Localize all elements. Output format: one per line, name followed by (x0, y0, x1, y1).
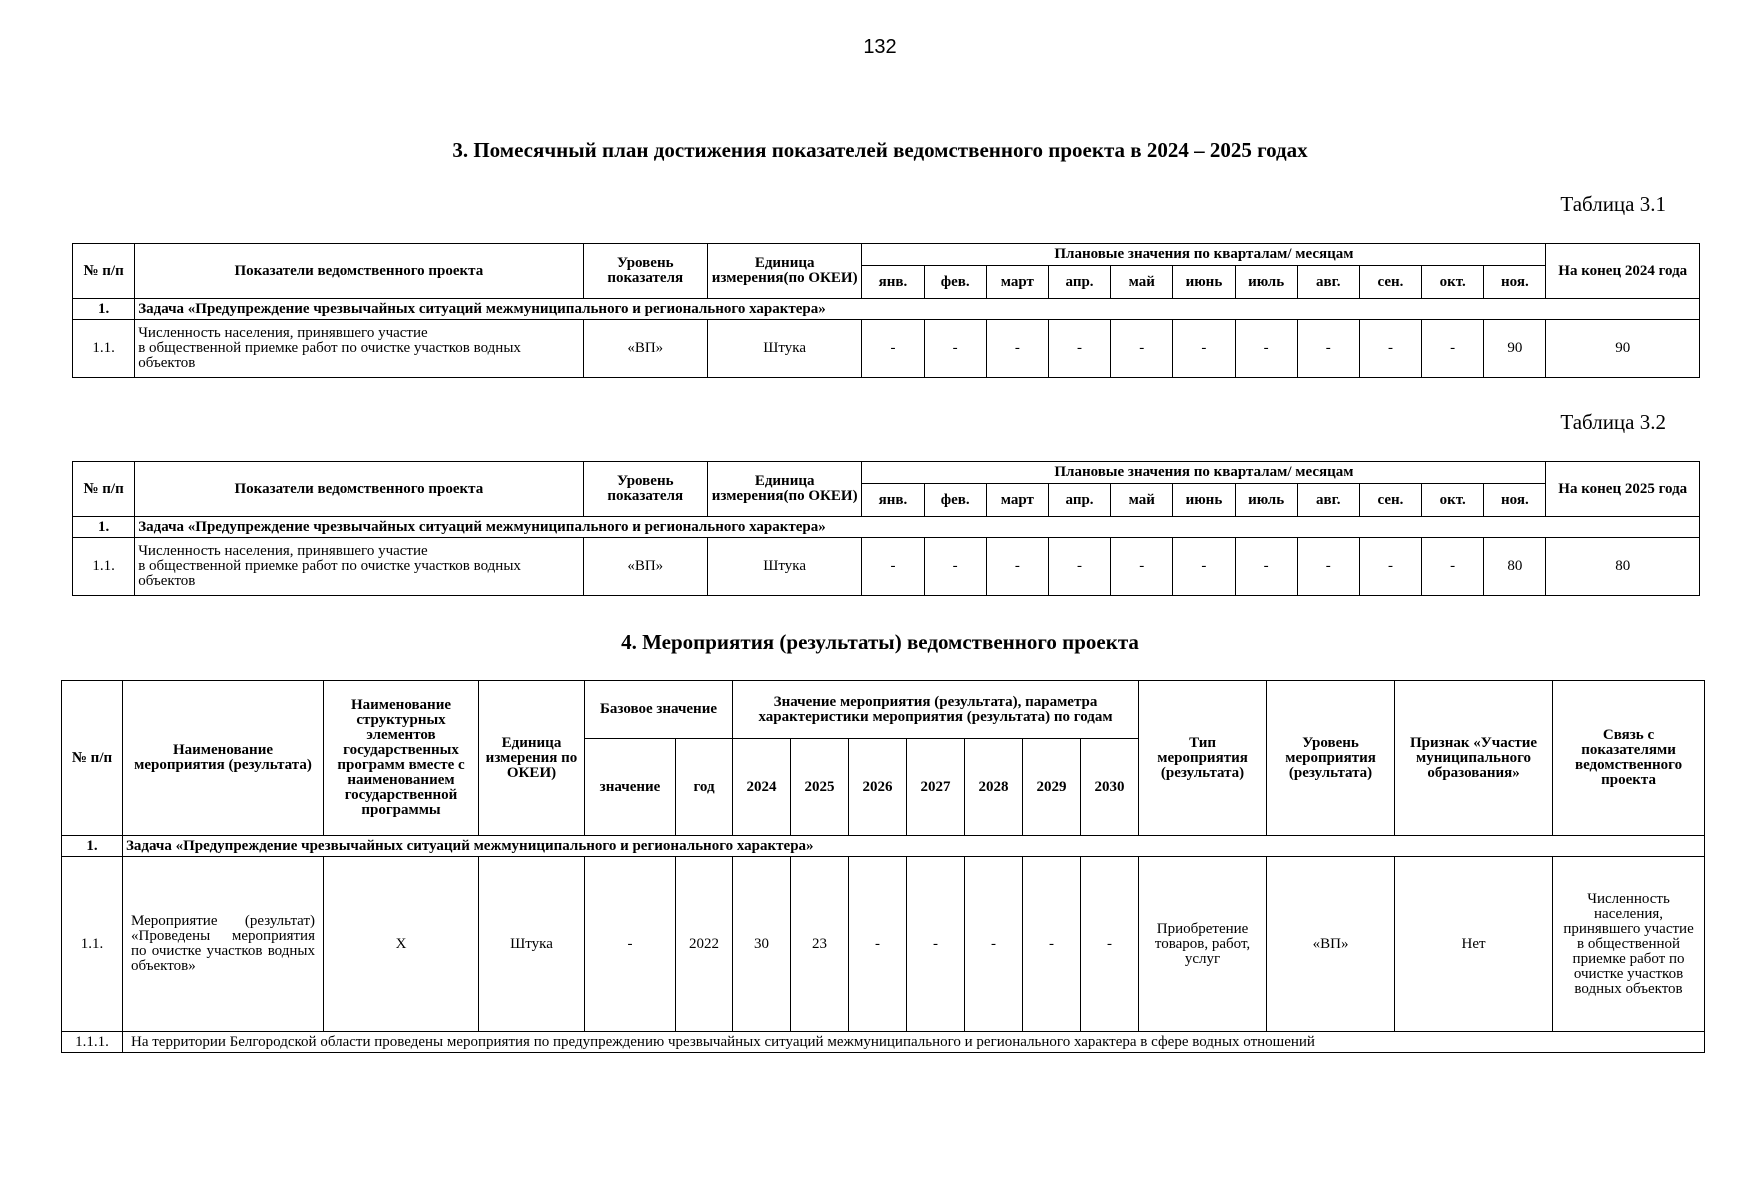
row-year-value: - (849, 857, 907, 1032)
header-indicator: Показатели ведомственного проекта (135, 244, 583, 299)
row-num: 1.1. (62, 857, 123, 1032)
task-num: 1. (73, 517, 135, 538)
row-unit: Штука (479, 857, 585, 1032)
row-unit: Штука (707, 320, 861, 378)
header-year: 2025 (791, 739, 849, 836)
header-month: июль (1235, 266, 1297, 299)
row-month-value: - (1359, 538, 1421, 596)
header-planned: Плановые значения по кварталам/ месяцам (862, 244, 1546, 266)
table-3-1-label: Таблица 3.1 (1560, 192, 1666, 216)
task-title: Задача «Предупреждение чрезвычайных ситуаций межмуниципального и регионального характера» (135, 517, 1700, 538)
table-3-2 (72, 461, 1700, 596)
row-month-value: - (862, 538, 924, 596)
row-indicator: Численность населения, принявшего участие в общественной приемке работ по очистке участков водных объектов (135, 538, 583, 596)
header-month: фев. (924, 484, 986, 517)
header-year: 2027 (907, 739, 965, 836)
row-month-value: - (986, 538, 1048, 596)
header-year-end: На конец 2024 года (1546, 244, 1700, 299)
header-month: фев. (924, 266, 986, 299)
header-month: июнь (1173, 266, 1235, 299)
row-base-year: 2022 (676, 857, 733, 1032)
row-month-value: - (1422, 320, 1484, 378)
row-month-value: 80 (1484, 538, 1546, 596)
header-type: Тип мероприятия (результата) (1139, 681, 1267, 836)
header-num: № п/п (62, 681, 123, 836)
header-year: 2029 (1023, 739, 1081, 836)
header-num: № п/п (73, 244, 135, 299)
header-month: апр. (1048, 484, 1110, 517)
header-month: авг. (1297, 266, 1359, 299)
row-year-value: - (1081, 857, 1139, 1032)
row-indicator: Численность населения, принявшего участие в общественной приемке работ по очистке участков водных объектов (135, 320, 583, 378)
subrow-num: 1.1.1. (62, 1032, 123, 1053)
header-name: Наименование мероприятия (результата) (123, 681, 324, 836)
header-values-title: Значение мероприятия (результата), параметра характеристики мероприятия (результата) по годам (733, 681, 1139, 739)
row-month-value: - (1235, 320, 1297, 378)
row-year-end: 90 (1546, 320, 1700, 378)
row-year-value: 23 (791, 857, 849, 1032)
row-month-value: - (1235, 538, 1297, 596)
header-month: окт. (1422, 266, 1484, 299)
header-month: июнь (1173, 484, 1235, 517)
header-level: Уровень мероприятия (результата) (1267, 681, 1395, 836)
section4-title: 4. Мероприятия (результаты) ведомственного проекта (621, 630, 1139, 654)
row-month-value: - (862, 320, 924, 378)
header-year: 2024 (733, 739, 791, 836)
header-month: ноя. (1484, 484, 1546, 517)
row-level: «ВП» (1267, 857, 1395, 1032)
row-month-value: - (1359, 320, 1421, 378)
row-year-value: 30 (733, 857, 791, 1032)
row-month-value: - (924, 320, 986, 378)
row-sign: Нет (1395, 857, 1553, 1032)
task-title: Задача «Предупреждение чрезвычайных ситуаций межмуниципального и регионального характера» (135, 299, 1700, 320)
header-unit: Единица измерения(по ОКЕИ) (707, 244, 861, 299)
header-level: Уровень показателя (583, 244, 707, 299)
row-month-value: - (1048, 320, 1110, 378)
row-month-value: - (1297, 538, 1359, 596)
header-level: Уровень показателя (583, 462, 707, 517)
row-year-value: - (907, 857, 965, 1032)
row-month-value: 90 (1484, 320, 1546, 378)
row-level: «ВП» (583, 320, 707, 378)
header-base-value: значение (585, 739, 676, 836)
header-base-year: год (676, 739, 733, 836)
table-3-2-label: Таблица 3.2 (1560, 410, 1666, 434)
task-num: 1. (62, 836, 123, 857)
row-year-value: - (1023, 857, 1081, 1032)
table-4 (61, 680, 1705, 1053)
row-name: Мероприятие (результат) «Проведены мероприятия по очистке участков водных объектов» (123, 857, 324, 1032)
table-row (73, 538, 1700, 596)
page-number: 132 (863, 36, 897, 58)
row-base-value: - (585, 857, 676, 1032)
header-unit: Единица измерения(по ОКЕИ) (707, 462, 861, 517)
header-structural: Наименование структурных элементов государственных программ вместе с наименованием государственной программы (324, 681, 479, 836)
row-link: Численность населения, принявшего участие в общественной приемке работ по очистке участков водных объектов (1553, 857, 1705, 1032)
row-month-value: - (1111, 538, 1173, 596)
header-year: 2030 (1081, 739, 1139, 836)
row-num: 1.1. (73, 538, 135, 596)
row-month-value: - (1297, 320, 1359, 378)
header-month: окт. (1422, 484, 1484, 517)
header-month: май (1111, 484, 1173, 517)
header-month: май (1111, 266, 1173, 299)
header-month: сен. (1359, 484, 1421, 517)
row-type: Приобретение товаров, работ, услуг (1139, 857, 1267, 1032)
row-level: «ВП» (583, 538, 707, 596)
row-unit: Штука (707, 538, 861, 596)
table-row (73, 320, 1700, 378)
row-month-value: - (1173, 538, 1235, 596)
header-planned: Плановые значения по кварталам/ месяцам (862, 462, 1546, 484)
subrow-text: На территории Белгородской области проведены мероприятия по предупреждению чрезвычайных ситуаций межмуниципального и регионального характера в сфере водных отношений (123, 1032, 1705, 1053)
table-row (62, 857, 1705, 1032)
header-sign: Признак «Участие муниципального образования» (1395, 681, 1553, 836)
header-month: март (986, 266, 1048, 299)
header-month: март (986, 484, 1048, 517)
header-year: 2026 (849, 739, 907, 836)
row-month-value: - (1422, 538, 1484, 596)
header-year: 2028 (965, 739, 1023, 836)
section3-title: 3. Помесячный план достижения показателей ведомственного проекта в 2024 – 2025 годах (452, 138, 1308, 162)
row-year-end: 80 (1546, 538, 1700, 596)
header-indicator: Показатели ведомственного проекта (135, 462, 583, 517)
task-title: Задача «Предупреждение чрезвычайных ситуаций межмуниципального и регионального характера» (123, 836, 1705, 857)
header-year-end: На конец 2025 года (1546, 462, 1700, 517)
header-base: Базовое значение (585, 681, 733, 739)
table-3-1 (72, 243, 1700, 378)
row-num: 1.1. (73, 320, 135, 378)
header-link: Связь с показателями ведомственного проекта (1553, 681, 1705, 836)
row-structural: X (324, 857, 479, 1032)
header-month: июль (1235, 484, 1297, 517)
header-num: № п/п (73, 462, 135, 517)
header-month: авг. (1297, 484, 1359, 517)
header-unit: Единица измерения по ОКЕИ) (479, 681, 585, 836)
header-month: ноя. (1484, 266, 1546, 299)
row-month-value: - (1111, 320, 1173, 378)
header-month: сен. (1359, 266, 1421, 299)
row-month-value: - (1048, 538, 1110, 596)
header-month: апр. (1048, 266, 1110, 299)
header-month: янв. (862, 484, 924, 517)
task-num: 1. (73, 299, 135, 320)
header-month: янв. (862, 266, 924, 299)
row-month-value: - (1173, 320, 1235, 378)
row-year-value: - (965, 857, 1023, 1032)
row-month-value: - (986, 320, 1048, 378)
table-subrow (62, 1032, 1705, 1053)
row-month-value: - (924, 538, 986, 596)
